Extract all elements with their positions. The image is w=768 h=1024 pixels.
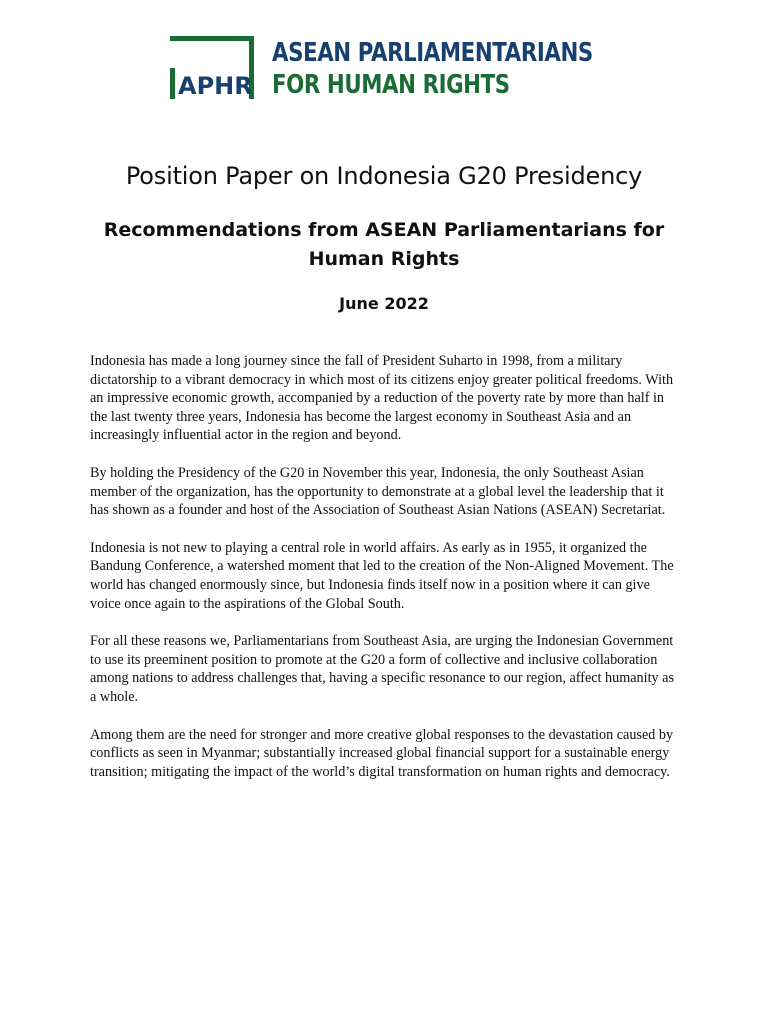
- document-title: Position Paper on Indonesia G20 Presidency: [125, 162, 643, 190]
- logo-text-line2: FOR HUMAN RIGHTS: [272, 70, 510, 100]
- logo-bracket-left: [170, 68, 175, 99]
- logo-text-line1: ASEAN PARLIAMENTARIANS: [272, 38, 593, 68]
- body-paragraph-3: Indonesia is not new to playing a central role in world affairs. As early as in 1955, it organized the Bandung Conference, a watershed moment that led to the creation of the Non-Aligned Movement. The world has changed enormously since, but Indonesia finds itself now in a position where it can give voice once again to the aspirations of the Global South.: [90, 539, 674, 612]
- logo-abbreviation: APHR: [178, 72, 253, 100]
- document-date: June 2022: [339, 294, 429, 313]
- body-paragraph-2: By holding the Presidency of the G20 in November this year, Indonesia, the only Southeast Asian member of the organization, has the opportunity to demonstrate at a global level the leadership that it has shown as a founder and host of the Association of Southeast Asian Nations (ASEAN) Secretariat.: [90, 464, 666, 519]
- document-body: [90, 352, 682, 800]
- body-paragraph-5: Among them are the need for stronger and more creative global responses to the devastation caused by conflicts as seen in Myanmar; substantially increased global financial support for a sustainable energy transition; mitigating the impact of the world’s digital transformation on human rights and democracy.: [90, 726, 674, 780]
- aphr-logo: [168, 34, 608, 106]
- logo-mark: [168, 34, 258, 102]
- body-paragraph-1: Indonesia has made a long journey since the fall of President Suharto in 1998, from a military dictatorship to a vibrant democracy in which most of its citizens enjoy greater political freedoms. With an impressive economic growth, accompanied by a reduction of the poverty rate by more than half in the last twenty three years, Indonesia has become the largest economy in Southeast Asia and an increasingly influential actor in the region and beyond.: [90, 353, 674, 444]
- document-subtitle: Recommendations from ASEAN Parliamentarians for Human Rights: [103, 219, 665, 270]
- body-paragraph-4: For all these reasons we, Parliamentarians from Southeast Asia, are urging the Indonesian Government to use its preeminent position to promote at the G20 a form of collective and inclusive collaboration among nations to address challenges that, having a specific resonance to our region, affect humanity as a whole.: [90, 633, 674, 705]
